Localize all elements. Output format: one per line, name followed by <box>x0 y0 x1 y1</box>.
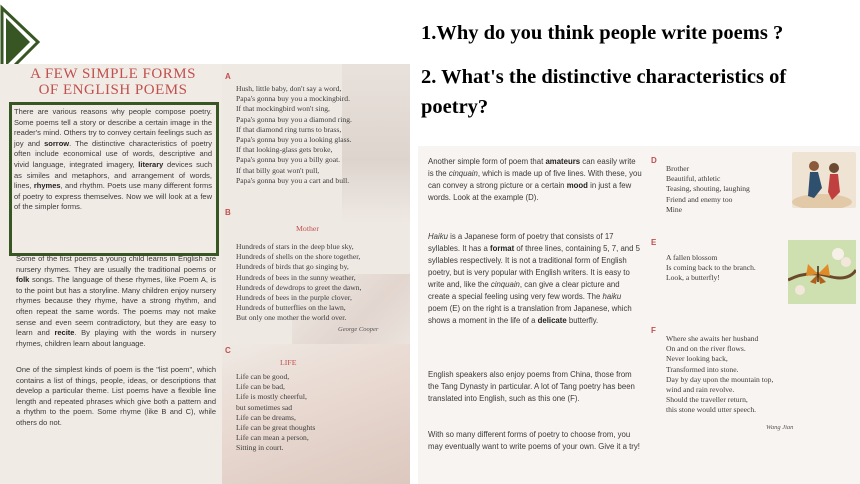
intro-paragraph: There are various reasons why people compose poetry. Some poems tell a story or describe a certain image in the reader's mind. Others try to convey certain feelings such as joy and sorrow. The distinctive characteristics of poetry often include economical use of words, descriptive and vivid language, integrated imagery, literary devices such as similes and metaphors, and arrangement of words, lines, rhymes, and rhythm. Poets use many different forms of poetry to express themselves. Now we will look at a few of the simpler forms. <box>14 107 213 212</box>
tang-poetry-paragraph: English speakers also enjoy poems from China, those from the Tang Dynasty in particular. A lot of Tang poetry has been translated into English, such as this one (F). <box>428 370 635 403</box>
question-2: 2. What's the distinctive characteristics of poetry? <box>421 66 787 118</box>
poem-a-letter: A <box>225 72 231 81</box>
cinquain-paragraph: Another simple form of poem that amateurs can easily write is the cinquain, which is made up of five lines. With these, you can convey a strong picture or a certain mood in just a few words. Look at the example (D). <box>428 157 642 202</box>
poem-e-letter: E <box>651 238 657 247</box>
poem-f-letter: F <box>651 326 656 335</box>
closing-paragraph: With so many different forms of poetry to choose from, you may eventually want to write poems of your own. Give it a try! <box>428 430 640 451</box>
poem-b: Hundreds of stars in the deep blue sky, Hundreds of shells on the shore together, Hundreds of birds that go singing by, Hundreds of bees in the sunny weather, Hundreds of dewdrops to greet the dawn, Hundreds of bees in the purple clover, Hundreds of butterflies on the lawn, But only one mother the world over. <box>236 242 362 323</box>
poem-c: Life can be good, Life can be bad, Life is mostly cheerful, but sometimes sad Life can be dreams, Life can be great thoughts Life can mean a person, Sitting in court. <box>236 372 316 453</box>
nursery-rhymes-paragraph: Some of the first poems a young child learns in English are nursery rhymes. They are usually the traditional poems or folk songs. The language of these rhymes, like Poem A, is to the point but has a storyline. Many children enjoy nursery rhymes because they rhyme, have a strong rhythm, and often repeat the same words. The poems may not make sense and even seem contradictory, but they are easy to learn and recite. By playing with the words in nursery rhymes, children learn about language. <box>16 254 217 348</box>
poem-d-letter: D <box>651 156 657 165</box>
poem-b-author: George Cooper <box>338 326 379 333</box>
poem-a: Hush, little baby, don't say a word, Papa's gonna buy you a mockingbird. If that mockingbird won't sing, Papa's gonna buy you a diamond ring. If that diamond ring turns to brass, Papa's gonna buy you a looking glass. If that looking-glass gets broke, Papa's gonna buy you a billy goat. If that billy goat won't pull, Papa's gonna buy you a cart and bull. <box>236 84 352 185</box>
poem-c-letter: C <box>225 346 231 355</box>
poem-c-title: LIFE <box>280 358 297 367</box>
poem-f: Where she awaits her husband On and on the river flows. Never looking back, Transformed into stone. Day by day upon the mountain top, wind and rain revolve. Should the traveller return, this stone would utter speech. <box>666 334 774 415</box>
poem-f-author: Wang Jian <box>766 424 794 431</box>
question-1: 1.Why do you think people write poems ? <box>421 22 784 44</box>
poem-d: Brother Beautiful, athletic Teasing, shouting, laughing Friend and enemy too Mine <box>666 164 750 214</box>
poem-b-letter: B <box>225 208 231 217</box>
section-title-line2: OF ENGLISH POEMS <box>38 82 188 98</box>
butterfly-photo <box>788 240 856 304</box>
section-title-line1: A FEW SIMPLE FORMS <box>30 66 196 82</box>
athletes-photo <box>792 152 856 208</box>
poem-b-title: Mother <box>296 224 319 233</box>
list-poem-paragraph: One of the simplest kinds of poem is the "list poem", which contains a list of things, people, ideas, or descriptions that develop a particular theme. List poems have a flexible line length and repeated phrases which give both a pattern and a rhythm to the poem. Some rhyme (like B and C), while others do not. <box>16 365 216 427</box>
poem-e: A fallen blossom Is coming back to the branch. Look, a butterfly! <box>666 253 756 283</box>
haiku-paragraph: Haiku is a Japanese form of poetry that consists of 17 syllables. It has a format of three lines, containing 5, 7, and 5 syllables respectively. It is not a traditional form of English poetry, but is very popular with English writers. It is easy to write and, like the cinquain, can give a clear picture and create a special feeling using very few words. The haiku poem (E) on the right is a translation from Japanese, which shows a moment in the life of a delicate butterfly. <box>428 232 640 325</box>
